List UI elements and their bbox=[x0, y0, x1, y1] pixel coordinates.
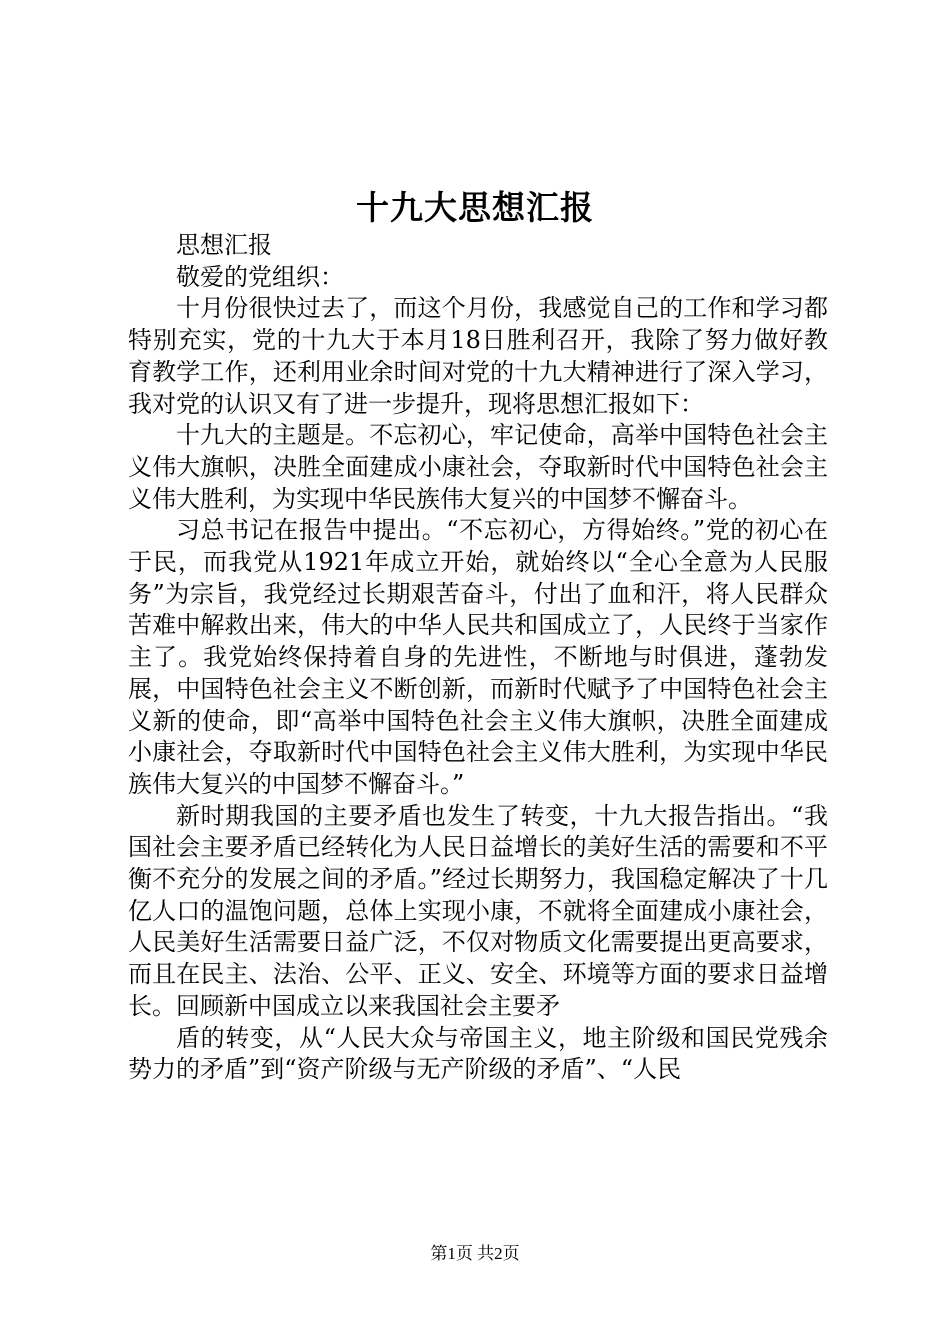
paragraph-salutation: 敬爱的党组织： bbox=[176, 262, 344, 291]
paragraph: 十月份很快过去了，而这个月份，我感觉自己的工作和学习都特别充实，党的十九大于本月18日胜利召开，我除了努力做好教育教学工作，还利用业余时间对党的十九大精神进行了深入学习，我对党的认识又有了进一步提升，现将思想汇报如下： bbox=[128, 294, 828, 418]
paragraph: 盾的转变，从“人民大众与帝国主义，地主阶级和国民党残余势力的矛盾”到“资产阶级与无产阶级的矛盾”、“人民 bbox=[128, 1023, 828, 1084]
paragraph: 新时期我国的主要矛盾也发生了转变，十九大报告指出。“我国社会主要矛盾已经转化为人民日益增长的美好生活的需要和不平衡不充分的发展之间的矛盾。”经过长期努力，我国稳定解决了十几亿人口的温饱问题，总体上实现小康，不就将全面建成小康社会，人民美好生活需要日益广泛，不仅对物质文化需要提出更高要求，而且在民主、法治、公平、正义、安全、环境等方面的要求日益增长。回顾新中国成立以来我国社会主要矛 bbox=[128, 801, 828, 1020]
page-number-footer: 第1页 共2页 bbox=[430, 1244, 520, 1263]
document-title: 十九大思想汇报 bbox=[356, 188, 594, 227]
paragraph: 习总书记在报告中提出。“不忘初心，方得始终。”党的初心在于民，而我党从1921年成立开始，就始终以“全心全意为人民服务”为宗旨，我党经过长期艰苦奋斗，付出了血和汗，将人民群众苦难中解救出来，伟大的中华人民共和国成立了，人民终于当家作主了。我党始终保持着自身的先进性，不断地与时俱进，蓬勃发展，中国特色社会主义不断创新，而新时代赋予了中国特色社会主义新的使命，即“高举中国特色社会主义伟大旗帜，决胜全面建成小康社会，夺取新时代中国特色社会主义伟大胜利，为实现中华民族伟大复兴的中国梦不懈奋斗。” bbox=[128, 516, 828, 798]
paragraph: 十九大的主题是。不忘初心，牢记使命，高举中国特色社会主义伟大旗帜，决胜全面建成小康社会，夺取新时代中国特色社会主义伟大胜利，为实现中华民族伟大复兴的中国梦不懈奋斗。 bbox=[128, 421, 828, 513]
document-body bbox=[128, 230, 828, 1086]
paragraph-heading: 思想汇报 bbox=[176, 231, 272, 259]
